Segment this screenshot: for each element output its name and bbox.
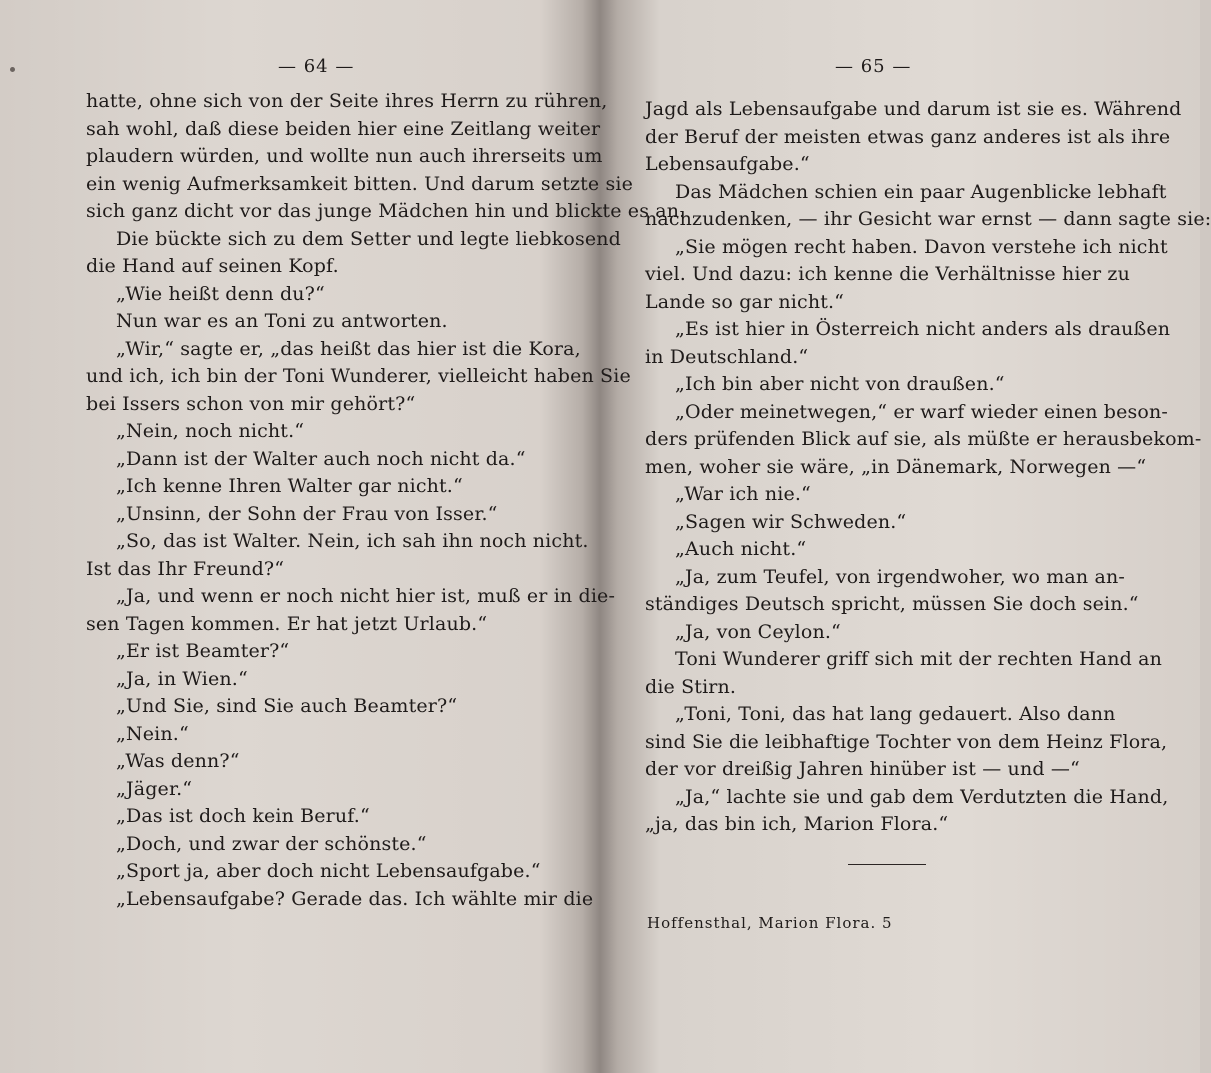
text-line: die Stirn. [645,675,737,698]
text-line: „Sie mögen recht haben. Davon verstehe ich nicht [675,235,1168,258]
text-line: „Ja, zum Teufel, von irgendwoher, wo man an- [675,565,1125,588]
page-number-right: — 65 — [835,56,912,77]
text-line: der vor dreißig Jahren hinüber ist — und —“ [645,758,1080,780]
text-line: Nun war es an Toni zu antworten. [116,310,448,332]
text-line: „Ich kenne Ihren Walter gar nicht.“ [116,475,463,497]
right-page [605,0,1211,1073]
text-line: „Unsinn, der Sohn der Frau von Isser.“ [116,502,498,525]
text-line: und ich, ich bin der Toni Wunderer, vielleicht haben Sie [86,365,631,387]
text-line: ein wenig Aufmerksamkeit bitten. Und darum setzte sie [86,172,634,195]
text-line: sen Tagen kommen. Er hat jetzt Urlaub.“ [86,612,488,635]
text-line: in Deutschland.“ [645,345,809,368]
text-line: nachzudenken, — ihr Gesicht war ernst — dann sagte sie: [645,208,1211,230]
text-line: „Sport ja, aber doch nicht Lebensaufgabe.“ [116,860,541,882]
chapter-end-rule [848,864,926,865]
signature-line: Hoffensthal, Marion Flora. 5 [647,914,893,932]
text-line: Das Mädchen schien ein paar Augenblicke lebhaft [675,180,1167,203]
text-line: „Das ist doch kein Beruf.“ [116,805,370,827]
text-line: „Nein, noch nicht.“ [116,420,305,442]
left-page-text [86,88,686,913]
text-line: „Ich bin aber nicht von draußen.“ [675,373,1005,395]
text-line: bei Issers schon von mir gehört?“ [86,392,416,415]
text-line: „Ja, und wenn er noch nicht hier ist, muß er in die- [116,585,616,607]
text-line: „Und Sie, sind Sie auch Beamter?“ [116,695,458,717]
text-line: sich ganz dicht vor das junge Mädchen hin und blickte es an. [86,200,686,222]
text-line: „Wir,“ sagte er, „das heißt das hier ist die Kora, [116,337,581,360]
text-line: der Beruf der meisten etwas ganz anderes ist als ihre [645,125,1171,148]
text-line: „War ich nie.“ [675,483,811,505]
text-line: ständiges Deutsch spricht, müssen Sie doch sein.“ [645,593,1139,615]
text-line: „Dann ist der Walter auch noch nicht da.“ [116,447,526,470]
text-line: „Ja, von Ceylon.“ [675,620,841,643]
text-line: „Ja,“ lachte sie und gab dem Verdutzten die Hand, [675,785,1169,808]
text-line: „ja, das bin ich, Marion Flora.“ [645,813,949,835]
text-line: Die bückte sich zu dem Setter und legte liebkosend [116,227,621,250]
text-line: Lebensaufgabe.“ [645,153,810,175]
text-line: ders prüfenden Blick auf sie, als müßte er herausbekom- [645,428,1202,450]
text-line: „So, das ist Walter. Nein, ich sah ihn noch nicht. [116,530,589,552]
text-line: „Was denn?“ [116,750,240,772]
text-line: men, woher sie wäre, „in Dänemark, Norwegen —“ [645,455,1147,478]
text-line: „Nein.“ [116,722,189,745]
text-line: „Ja, in Wien.“ [116,667,248,690]
text-line: Jagd als Lebensaufgabe und darum ist sie es. Während [645,98,1182,120]
right-page-text [645,96,1211,839]
text-line: „Doch, und zwar der schönste.“ [116,832,427,855]
text-line: „Jäger.“ [116,777,193,800]
text-line: sah wohl, daß diese beiden hier eine Zeitlang weiter [86,117,601,140]
text-line: sind Sie die leibhaftige Tochter von dem Heinz Flora, [645,730,1168,753]
text-line: „Wie heißt denn du?“ [116,282,325,305]
text-line: hatte, ohne sich von der Seite ihres Herrn zu rühren, [86,90,608,112]
text-line: „Es ist hier in Österreich nicht anders als draußen [675,318,1171,340]
text-line: „Toni, Toni, das hat lang gedauert. Also dann [675,703,1116,725]
text-line: „Er ist Beamter?“ [116,640,290,662]
text-line: Toni Wunderer griff sich mit der rechten Hand an [675,648,1163,670]
text-line: „Lebensaufgabe? Gerade das. Ich wählte mir die [116,887,594,910]
text-line: Lande so gar nicht.“ [645,290,845,313]
text-line: „Oder meinetwegen,“ er warf wieder einen beson- [675,400,1168,423]
text-line: die Hand auf seinen Kopf. [86,255,339,277]
text-line: Ist das Ihr Freund?“ [86,557,285,580]
text-line: „Sagen wir Schweden.“ [675,510,907,533]
text-line: plaudern würden, und wollte nun auch ihrerseits um [86,145,603,167]
page-number-left: — 64 — [278,56,355,77]
text-line: viel. Und dazu: ich kenne die Verhältnisse hier zu [645,263,1130,285]
text-line: „Auch nicht.“ [675,538,807,560]
